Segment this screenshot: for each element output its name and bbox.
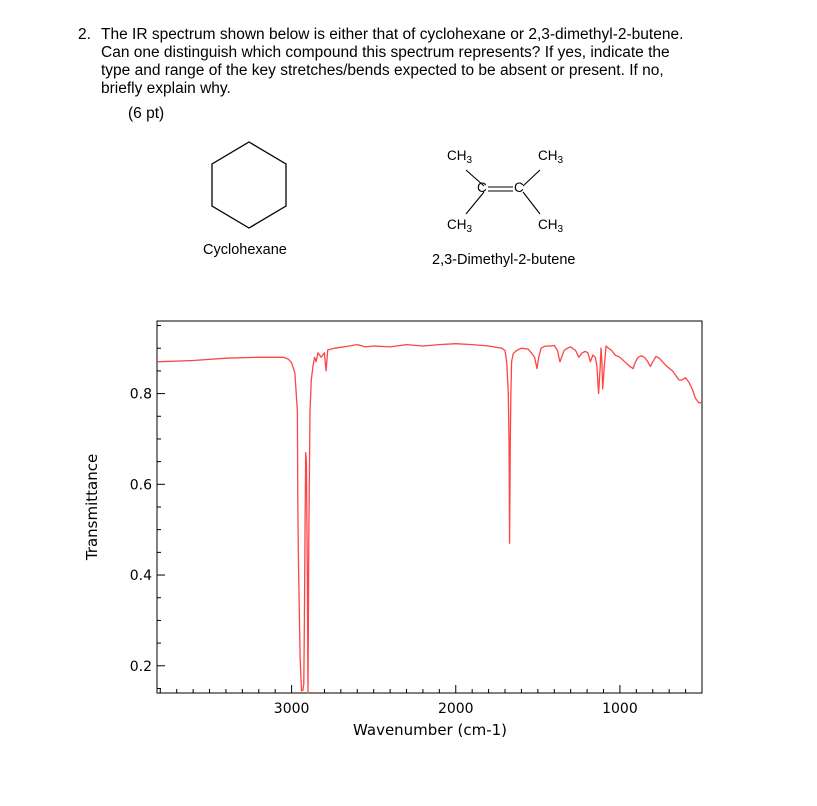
y-tick-label: 0.2 <box>129 658 152 675</box>
carbon-left: C <box>477 180 487 195</box>
question-points: (6 pt) <box>128 105 165 122</box>
carbon-right: C <box>514 180 524 195</box>
y-tick-label: 0.4 <box>129 568 152 585</box>
question-line-2: Can one distinguish which compound this spectrum represents? If yes, indicate the <box>101 44 670 61</box>
x-axis-label: Wavenumber (cm-1) <box>353 721 507 739</box>
spectrum-line <box>157 344 702 693</box>
question-number: 2. <box>78 26 91 43</box>
methyl-bottom-right: $CH_3$ <box>538 217 564 235</box>
alkene-label: 2,3-Dimethyl-2-butene <box>432 252 576 268</box>
methyl-top-right: $CH_3$ <box>538 148 564 166</box>
methyl-bottom-left: $CH_3$ <box>447 217 473 235</box>
methyl-top-left: $CH_3$ <box>447 148 473 166</box>
question-line-1: The IR spectrum shown below is either that of cyclohexane or 2,3-dimethyl-2-butene. <box>101 26 684 43</box>
plot-frame <box>157 321 702 693</box>
x-tick-label: 1000 <box>602 701 638 717</box>
x-tick-label: 3000 <box>273 701 310 717</box>
cyclohexane-label: Cyclohexane <box>203 242 287 258</box>
question-line-3: type and range of the key stretches/bends expected to be absent or present. If no, <box>101 62 664 79</box>
x-tick-label: 2000 <box>437 701 474 717</box>
y-tick-label: 0.8 <box>129 386 152 403</box>
y-axis-label: Transmittance <box>83 453 101 561</box>
y-tick-label: 0.6 <box>129 477 152 494</box>
question-line-4: briefly explain why. <box>101 80 231 97</box>
